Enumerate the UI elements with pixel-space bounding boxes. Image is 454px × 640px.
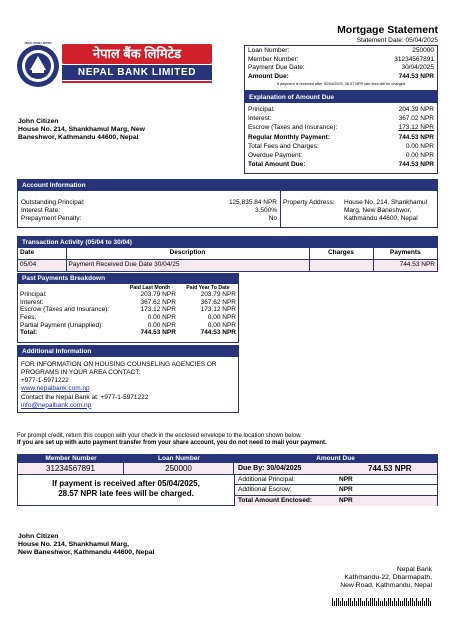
statement-date: Statement Date: 05/04/2025: [356, 36, 438, 44]
cell-label: Total:: [20, 329, 38, 337]
row-label: Total Fees and Charges:: [248, 142, 319, 150]
cell-ytd: 0.00 NPR: [207, 321, 236, 329]
list-item: [21, 207, 277, 215]
property-label: Property Address:: [283, 199, 335, 206]
cell-label: Principal:: [20, 291, 47, 299]
transaction-charges: [309, 259, 373, 271]
table-row: [18, 314, 238, 322]
row-label: Escrow (Taxes and Insurance):: [248, 124, 338, 132]
list-item: [248, 114, 434, 123]
cell-label: Partial Payment (Unapplied):: [20, 321, 104, 329]
counseling-line1: FOR INFORMATION ON HOUSING COUNSELING AGENCIES OR: [21, 361, 217, 368]
logo-underline: [62, 81, 212, 83]
col-date: Date: [18, 248, 66, 259]
statement-header: [318, 24, 438, 44]
past-payments-table: [18, 285, 238, 337]
list-item: [248, 73, 434, 82]
account-info-box: [17, 179, 438, 228]
coupon-extra-label: Additional Escrow:: [238, 486, 292, 494]
bank-address-line1: Kathmandu-22, Dharmapath,: [344, 574, 432, 582]
contact-line: Contact the Nepal Bank at: +977-1-5971222: [21, 393, 149, 401]
late-fee-note: If payment is received after 30/04/2025, 28.57 NPR late fees will be charged: [276, 82, 406, 87]
row-value: 367.02 NPR: [398, 115, 434, 123]
list-item: [235, 485, 437, 495]
mailing-name: John Citizen: [18, 533, 59, 540]
transaction-table: [18, 248, 437, 271]
row-label: Interest:: [248, 115, 272, 123]
account-info-list: [21, 199, 277, 223]
table-row: [18, 329, 238, 337]
row-value: 31234567891: [394, 55, 434, 63]
list-item: [21, 199, 277, 207]
postal-barcode-icon: [332, 598, 432, 606]
property-address: [344, 199, 437, 222]
row-label: Total Amount Due:: [248, 161, 306, 169]
row-label: Interest Rate:: [21, 207, 61, 214]
coupon-extra-label: Total Amount Enclosed:: [238, 496, 313, 504]
cell-ytd: 203.79 NPR: [200, 291, 236, 299]
row-label: Principal:: [248, 106, 275, 113]
cell-ytd: 0.00 NPR: [207, 314, 236, 322]
list-item: [248, 133, 434, 142]
cell-last: 0.00 NPR: [147, 314, 176, 322]
row-value: 0.00 NPR: [405, 142, 434, 150]
list-item: [248, 160, 434, 169]
payment-coupon: [17, 454, 438, 506]
list-item: [248, 105, 434, 114]
row-label: Loan Number:: [248, 47, 290, 54]
logo-english-text: NEPAL BANK LIMITED: [77, 67, 197, 78]
borrower-address-line2: Baneshwor, Kathmandu 44600, Nepal: [18, 134, 139, 142]
coupon-extra-field[interactable]: NPR: [339, 486, 353, 494]
row-value: 204.39 NPR: [398, 106, 434, 113]
mailing-line1: House No. 214, Shankhamul Marg,: [18, 541, 130, 549]
bank-seal-icon: [16, 44, 60, 88]
table-row: [18, 291, 238, 299]
cell-ytd: 744.53 NPR: [200, 329, 236, 337]
bank-logo: [16, 44, 216, 94]
loan-info-list: [248, 47, 434, 81]
coupon-instruction-text: For prompt credit, return this coupon with your check in the enclosed envelope to the location shown below.: [17, 433, 302, 439]
logo-nepali-text: नेपाल बैंक लिमिटेड: [92, 46, 182, 61]
mailing-line2: New Baneshwor, Kathmandu 44600, Nepal: [18, 549, 155, 557]
late-warning-line1: If payment is received after 05/04/2025,: [52, 479, 200, 488]
website-link[interactable]: www.nepalbank.com.np: [21, 385, 90, 393]
row-value: 744.53 NPR: [398, 72, 434, 80]
row-value: 250000: [412, 47, 434, 54]
counseling-phone: +977-1-5971222: [21, 377, 69, 385]
coupon-extra-list: [235, 475, 437, 506]
table-row: [18, 259, 437, 271]
table-row: [18, 306, 238, 314]
coupon-extra-field[interactable]: NPR: [339, 496, 353, 504]
transaction-header-row: [18, 248, 437, 259]
property-address-line: Marg, New Baneshwor,: [344, 206, 412, 214]
account-divider: [280, 191, 281, 228]
row-value: 173.12 NPR: [398, 124, 434, 132]
list-item: [235, 496, 437, 506]
loan-info-box: [244, 45, 438, 91]
col-paid-ytd: Paid Year To Date: [186, 285, 230, 291]
cell-last: 0.00 NPR: [147, 321, 176, 329]
borrower-address-line1: House No. 214, Shankhamul Marg, New: [18, 126, 145, 134]
col-payments: Payments: [389, 249, 421, 257]
row-label: Regular Monthly Payment:: [248, 133, 330, 141]
late-warning-line2: 28.57 NPR late fees will be charged.: [58, 489, 194, 499]
email-link[interactable]: info@nepalbank.com.np: [21, 401, 92, 409]
cell-ytd: 367.62 NPR: [200, 298, 236, 306]
list-item: [235, 475, 437, 485]
past-payments-box: [17, 273, 239, 343]
coupon-col-loan: Loan Number: [158, 455, 200, 462]
table-row: [18, 322, 238, 330]
explanation-title: Explanation of Amount Due: [245, 92, 437, 103]
coupon-instructions: [17, 433, 442, 447]
row-value: 0.00 NPR: [405, 152, 434, 160]
account-info-title: Account Information: [18, 180, 437, 191]
cell-ytd: 173.12 NPR: [200, 306, 236, 314]
cell-label: Interest:: [20, 298, 44, 306]
col-description: Description: [66, 248, 309, 259]
table-row: [18, 299, 238, 307]
property-address-line: Kathmandu 44600, Nepal: [344, 214, 418, 222]
coupon-col-amount: Amount Due: [316, 455, 355, 462]
transaction-box: [17, 236, 438, 272]
additional-info-body: [18, 357, 238, 414]
col-charges: Charges: [309, 248, 373, 259]
borrower-name: John Citizen: [18, 118, 59, 125]
list-item: [248, 123, 434, 132]
row-value: 744.53 NPR: [398, 133, 434, 141]
list-item: [248, 151, 434, 160]
row-label: Member Number:: [248, 55, 299, 63]
row-label: Payment Due Date:: [248, 64, 305, 72]
row-value: No: [268, 215, 277, 222]
coupon-due-date: Due By: 30/04/2025: [238, 465, 302, 472]
coupon-extra-label: Additional Principal:: [238, 476, 296, 483]
col-paid-last-month: Paid Last Month: [129, 285, 170, 291]
row-value: 30/04/2025: [401, 64, 434, 72]
row-value: 3.500%: [254, 207, 277, 214]
row-label: Overdue Payment:: [248, 152, 303, 160]
row-label: Amount Due:: [248, 72, 289, 80]
counseling-line2: PROGRAMS IN YOUR AREA CONTACT:: [21, 369, 141, 377]
coupon-member-number: 31234567891: [18, 463, 124, 475]
past-payments-title: Past Payments Breakdown: [18, 274, 238, 284]
coupon-col-member: Member Number: [45, 455, 97, 462]
cell-label: Escrow (Taxes and Insurance):: [20, 306, 110, 314]
row-value: 125,835.84 NPR: [228, 199, 277, 206]
list-item: [248, 142, 434, 151]
cell-last: 173.12 NPR: [140, 306, 176, 314]
statement-title: Mortgage Statement: [337, 24, 438, 36]
bank-name: Nepal Bank: [396, 566, 432, 573]
bank-address-line2: New Road, Kathmandu, Nepal: [340, 582, 432, 590]
transaction-description: Payment Received Due Date 30/04/25: [66, 259, 309, 271]
transaction-date: 05/04: [18, 259, 66, 271]
row-label: Outstanding Principal:: [21, 199, 85, 206]
explanation-list: [245, 103, 437, 171]
property-address-line: House No. 214, Shankhamul: [344, 199, 428, 206]
coupon-extra-field[interactable]: NPR: [339, 476, 353, 483]
coupon-loan-number: 250000: [124, 463, 234, 475]
coupon-due-amount: 744.53 NPR: [368, 464, 412, 473]
additional-info-box: [17, 345, 239, 413]
mailing-address: [18, 533, 238, 557]
seal-text: NEPAL BANK LIMITED: [24, 42, 52, 45]
bank-address: [300, 566, 432, 590]
list-item: [21, 215, 277, 223]
cell-last: 744.53 NPR: [140, 329, 176, 337]
list-item: [248, 56, 434, 65]
additional-info-title: Additional Information: [18, 346, 238, 357]
cell-label: Fees:: [20, 314, 37, 322]
row-label: Prepayment Penalty:: [21, 215, 82, 222]
row-value: 744.53 NPR: [398, 161, 434, 169]
explanation-box: [244, 91, 438, 174]
cell-last: 203.79 NPR: [140, 291, 176, 299]
list-item: [248, 47, 434, 56]
transaction-payments: 744.53 NPR: [399, 261, 435, 269]
transaction-title: Transaction Activity (05/04 to 30/04): [18, 237, 437, 248]
cell-last: 367.62 NPR: [140, 298, 176, 306]
list-item: [248, 64, 434, 73]
coupon-late-warning: [18, 479, 234, 500]
autopay-text: If you are set up with auto payment transfer from your share account, you do not need to mail your payment.: [17, 440, 327, 447]
borrower-address: [18, 118, 218, 142]
